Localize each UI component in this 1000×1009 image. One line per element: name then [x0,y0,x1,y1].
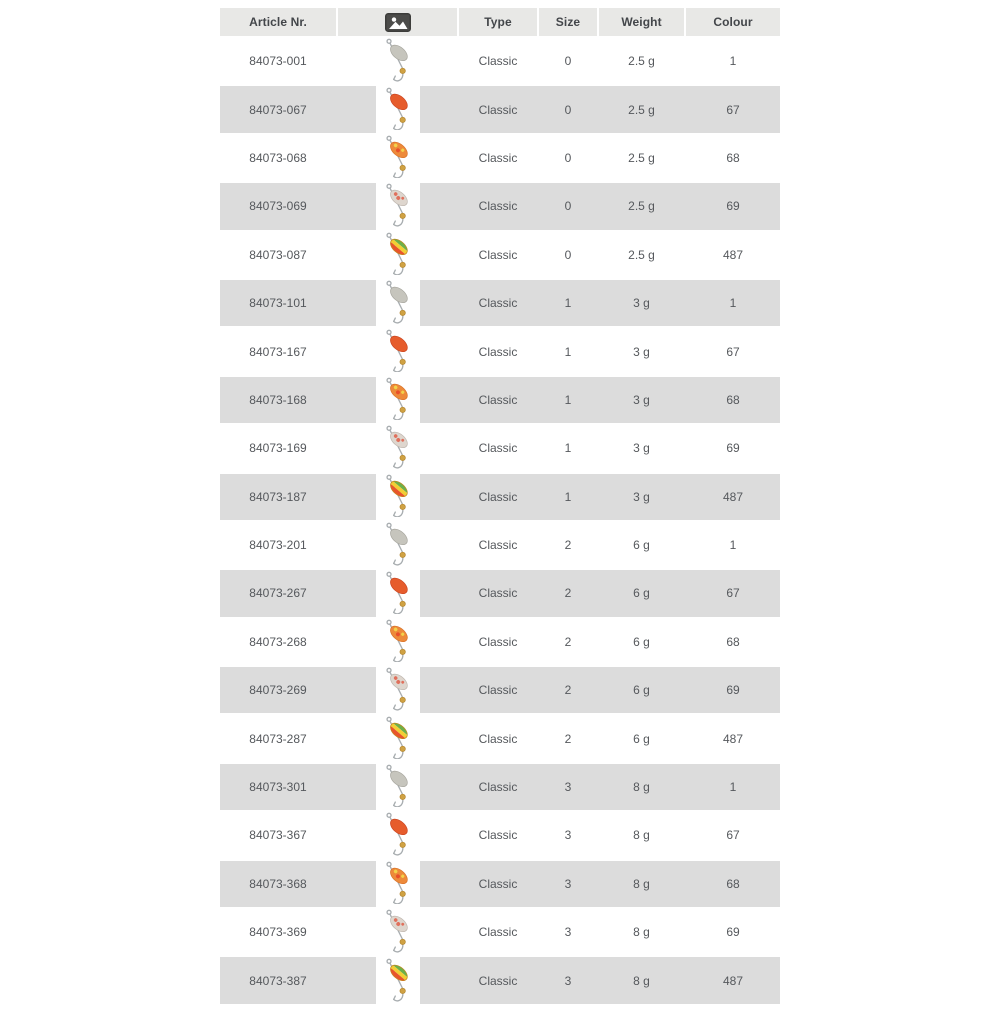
product-spec-table [220,8,780,1004]
size-cell: 2 [564,586,572,601]
size-cell: 0 [564,150,572,165]
image-cell [338,328,457,374]
article-cell: 84073-287 [249,731,307,746]
type-cell: Classic [478,780,518,795]
header-colour: Colour [686,8,780,36]
table-row [220,423,780,471]
article-cell: 84073-169 [249,441,307,456]
colour-cell: 67 [726,586,740,601]
weight-cell: 6 g [633,683,650,698]
table-row [220,133,780,181]
weight-cell: 2.5 g [628,199,655,214]
type-cell: Classic [478,876,518,891]
image-cell [338,38,457,84]
image-cell [338,135,457,181]
table-row [220,713,780,761]
colour-cell: 68 [726,150,740,165]
table-row [220,859,780,907]
article-cell: 84073-069 [249,199,307,214]
image-cell [338,812,457,858]
product-image[interactable] [376,953,420,1009]
weight-cell: 8 g [633,828,650,843]
table-row [220,568,780,616]
table-row [220,326,780,374]
colour-cell: 68 [726,392,740,407]
size-cell: 3 [564,925,572,940]
size-cell: 1 [564,489,572,504]
image-cell [338,667,457,713]
colour-cell: 1 [729,296,737,311]
size-cell: 1 [564,441,572,456]
weight-cell: 8 g [633,973,650,988]
type-cell: Classic [478,102,518,117]
image-cell [338,909,457,955]
image-cell [338,764,457,810]
article-cell: 84073-001 [249,54,307,69]
table-row [220,762,780,810]
weight-cell: 3 g [633,392,650,407]
image-cell [338,183,457,229]
table-header-row [220,8,780,36]
image-cell [338,232,457,278]
image-cell [338,86,457,132]
size-cell: 3 [564,828,572,843]
table-row [220,907,780,955]
type-cell: Classic [478,392,518,407]
header-image-column [338,8,457,36]
size-cell: 1 [564,392,572,407]
size-cell: 3 [564,876,572,891]
table-row [220,665,780,713]
article-cell: 84073-368 [249,876,307,891]
colour-cell: 487 [722,731,744,746]
colour-cell: 68 [726,876,740,891]
colour-cell: 69 [726,683,740,698]
type-cell: Classic [478,538,518,553]
type-cell: Classic [478,634,518,649]
size-cell: 0 [564,199,572,214]
image-cell [338,715,457,761]
weight-cell: 8 g [633,780,650,795]
article-cell: 84073-268 [249,634,307,649]
type-cell: Classic [478,199,518,214]
size-cell: 2 [564,731,572,746]
type-cell: Classic [478,925,518,940]
weight-cell: 6 g [633,634,650,649]
weight-cell: 3 g [633,344,650,359]
image-cell [338,861,457,907]
weight-cell: 3 g [633,441,650,456]
weight-cell: 8 g [633,876,650,891]
type-cell: Classic [478,973,518,988]
table-row [220,955,780,1003]
image-cell [338,280,457,326]
image-cell [338,425,457,471]
colour-cell: 487 [722,247,744,262]
image-cell [338,570,457,616]
table-row [220,36,780,84]
size-cell: 0 [564,247,572,262]
article-cell: 84073-067 [249,102,307,117]
article-cell: 84073-201 [249,538,307,553]
colour-cell: 69 [726,441,740,456]
article-cell: 84073-269 [249,683,307,698]
article-cell: 84073-367 [249,828,307,843]
colour-cell: 69 [726,199,740,214]
table-row [220,278,780,326]
size-cell: 3 [564,780,572,795]
colour-cell: 67 [726,102,740,117]
weight-cell: 2.5 g [628,102,655,117]
type-cell: Classic [478,586,518,601]
image-cell [338,619,457,665]
table-row [220,375,780,423]
type-cell: Classic [478,344,518,359]
article-cell: 84073-068 [249,150,307,165]
header-weight: Weight [599,8,684,36]
type-cell: Classic [478,150,518,165]
table-row [220,181,780,229]
weight-cell: 3 g [633,296,650,311]
table-row [220,520,780,568]
size-cell: 2 [564,634,572,649]
table-row [220,617,780,665]
type-cell: Classic [478,683,518,698]
weight-cell: 6 g [633,731,650,746]
size-cell: 3 [564,973,572,988]
weight-cell: 2.5 g [628,150,655,165]
table-row [220,84,780,132]
article-cell: 84073-187 [249,489,307,504]
type-cell: Classic [478,247,518,262]
article-cell: 84073-369 [249,925,307,940]
colour-cell: 487 [722,489,744,504]
weight-cell: 2.5 g [628,247,655,262]
size-cell: 2 [564,538,572,553]
size-cell: 1 [564,296,572,311]
image-cell [338,522,457,568]
colour-cell: 67 [726,828,740,843]
colour-cell: 69 [726,925,740,940]
colour-cell: 1 [729,780,737,795]
colour-cell: 1 [729,54,737,69]
article-cell: 84073-301 [249,780,307,795]
size-cell: 0 [564,102,572,117]
article-cell: 84073-168 [249,392,307,407]
table-body [220,36,780,1004]
weight-cell: 6 g [633,586,650,601]
table-row [220,472,780,520]
table-row [220,810,780,858]
image-cell [338,957,457,1003]
colour-cell: 68 [726,634,740,649]
weight-cell: 6 g [633,538,650,553]
size-cell: 1 [564,344,572,359]
article-cell: 84073-087 [249,247,307,262]
weight-cell: 8 g [633,925,650,940]
article-cell: 84073-101 [249,296,307,311]
type-cell: Classic [478,441,518,456]
weight-cell: 3 g [633,489,650,504]
colour-cell: 67 [726,344,740,359]
image-cell [338,377,457,423]
type-cell: Classic [478,296,518,311]
article-cell: 84073-267 [249,586,307,601]
colour-cell: 487 [722,973,744,988]
table-row [220,230,780,278]
article-cell: 84073-387 [249,973,307,988]
colour-cell: 1 [729,538,737,553]
type-cell: Classic [478,489,518,504]
type-cell: Classic [478,828,518,843]
header-size: Size [539,8,597,36]
size-cell: 0 [564,54,572,69]
type-cell: Classic [478,731,518,746]
header-type: Type [459,8,537,36]
image-cell [338,474,457,520]
weight-cell: 2.5 g [628,54,655,69]
image-icon [385,13,411,32]
size-cell: 2 [564,683,572,698]
type-cell: Classic [478,54,518,69]
article-cell: 84073-167 [249,344,307,359]
header-article-nr: Article Nr. [220,8,336,36]
